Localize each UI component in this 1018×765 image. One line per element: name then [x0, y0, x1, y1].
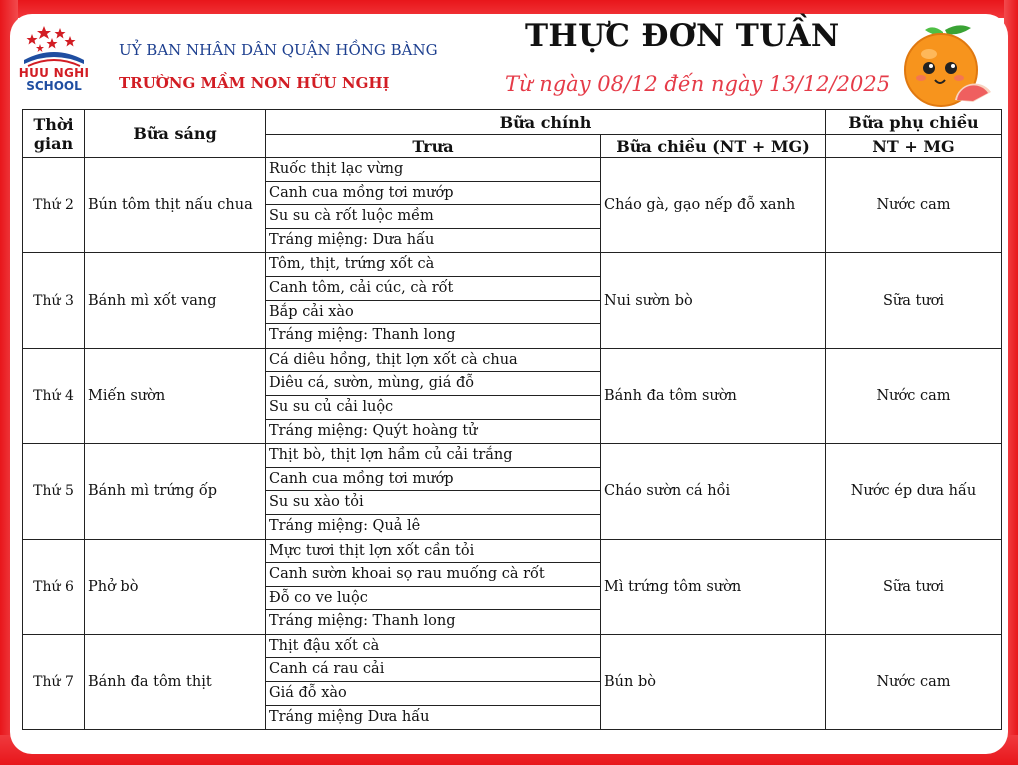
- logo-text-huu-nghi: HUU NGHI: [18, 66, 90, 80]
- table-row: [23, 634, 1002, 729]
- lunch-dish: Tráng miệng Dưa hấu: [269, 708, 430, 725]
- orange-mascot-icon: [893, 22, 993, 112]
- lunch-cell: [266, 634, 601, 729]
- lunch-dish: Tráng miệng: Thanh long: [269, 327, 456, 344]
- header-lunch: Trưa: [266, 135, 601, 158]
- lunch-dish: Giá đỗ xào: [266, 682, 600, 706]
- lunch-dish: Thịt đậu xốt cà: [266, 635, 600, 659]
- lunch-cell: [266, 444, 601, 539]
- lunch-cell: [266, 539, 601, 634]
- day-cell: Thứ 5: [23, 444, 85, 539]
- table-row: [23, 348, 1002, 443]
- lunch-dish: Cá diêu hồng, thịt lợn xốt cà chua: [266, 349, 600, 373]
- header-snack: Bữa phụ chiều: [826, 110, 1002, 135]
- org-name: UỶ BAN NHÂN DÂN QUẬN HỒNG BÀNG: [119, 41, 438, 59]
- breakfast-cell: Bánh đa tôm thịt: [85, 634, 266, 729]
- breakfast-cell: Bánh mì trứng ốp: [85, 444, 266, 539]
- lunch-cell: [266, 253, 601, 348]
- header-time-line2: gian: [33, 133, 74, 153]
- lunch-dish: Bắp cải xào: [266, 301, 600, 325]
- afternoon-cell: Cháo gà, gạo nếp đỗ xanh: [601, 158, 826, 253]
- header-time-line1: Thời: [33, 114, 74, 134]
- lunch-dish: Tráng miệng: Dưa hấu: [269, 231, 435, 248]
- afternoon-cell: Bánh đa tôm sườn: [601, 348, 826, 443]
- lunch-dish: Diêu cá, sườn, mùng, giá đỗ: [266, 372, 600, 396]
- day-cell: Thứ 2: [23, 158, 85, 253]
- lunch-dish: Thịt bò, thịt lợn hầm củ cải trắng: [266, 444, 600, 468]
- snack-cell: Sữa tươi: [826, 539, 1002, 634]
- lunch-dish: Mực tươi thịt lợn xốt cần tỏi: [266, 540, 600, 564]
- lunch-dish: Canh cá rau cải: [266, 658, 600, 682]
- menu-table: [22, 109, 1002, 730]
- lunch-dish: Su su cà rốt luộc mềm: [266, 205, 600, 229]
- lunch-dish: Tôm, thịt, trứng xốt cà: [266, 253, 600, 277]
- breakfast-cell: Bánh mì xốt vang: [85, 253, 266, 348]
- header-time: [23, 110, 85, 158]
- lunch-dish: Tráng miệng: Thanh long: [269, 613, 456, 630]
- breakfast-cell: Bún tôm thịt nấu chua: [85, 158, 266, 253]
- day-cell: Thứ 7: [23, 634, 85, 729]
- school-name: TRƯỜNG MẦM NON HỮU NGHỊ: [119, 74, 390, 92]
- snack-cell: Nước ép dưa hấu: [826, 444, 1002, 539]
- lunch-dish: Đỗ co ve luộc: [266, 587, 600, 611]
- table-row: [23, 539, 1002, 634]
- header-breakfast: Bữa sáng: [85, 110, 266, 158]
- lunch-dish: Tráng miệng: Quả lê: [269, 517, 421, 534]
- lunch-dish: Tráng miệng: Quýt hoàng tử: [269, 422, 478, 439]
- afternoon-cell: Bún bò: [601, 634, 826, 729]
- lunch-dish: Canh tôm, cải cúc, cà rốt: [266, 277, 600, 301]
- snack-cell: Sữa tươi: [826, 253, 1002, 348]
- breakfast-cell: Phở bò: [85, 539, 266, 634]
- lunch-dish: Canh cua mồng tơi mướp: [266, 182, 600, 206]
- header-main-meal: Bữa chính: [266, 110, 826, 135]
- table-row: [23, 253, 1002, 348]
- afternoon-cell: Cháo sườn cá hồi: [601, 444, 826, 539]
- table-row: [23, 158, 1002, 253]
- snack-cell: Nước cam: [826, 348, 1002, 443]
- day-cell: Thứ 4: [23, 348, 85, 443]
- lunch-dish: Ruốc thịt lạc vừng: [266, 158, 600, 182]
- day-cell: Thứ 6: [23, 539, 85, 634]
- header-afternoon: Bữa chiều (NT + MG): [601, 135, 826, 158]
- header-snack-sub: NT + MG: [826, 135, 1002, 158]
- lunch-dish: Canh sườn khoai sọ rau muống cà rốt: [266, 563, 600, 587]
- date-range: Từ ngày 08/12 đến ngày 13/12/2025: [505, 72, 891, 96]
- snack-cell: Nước cam: [826, 158, 1002, 253]
- lunch-dish: Su su xào tỏi: [266, 491, 600, 515]
- table-row: [23, 444, 1002, 539]
- afternoon-cell: Nui sườn bò: [601, 253, 826, 348]
- page-title: THỰC ĐƠN TUẦN: [525, 18, 840, 54]
- lunch-dish: Su su củ cải luộc: [266, 396, 600, 420]
- day-cell: Thứ 3: [23, 253, 85, 348]
- lunch-cell: [266, 348, 601, 443]
- breakfast-cell: Miến sườn: [85, 348, 266, 443]
- afternoon-cell: Mì trứng tôm sườn: [601, 539, 826, 634]
- logo-text-school: SCHOOL: [26, 79, 82, 93]
- lunch-cell: [266, 158, 601, 253]
- snack-cell: Nước cam: [826, 634, 1002, 729]
- lunch-dish: Canh cua mồng tơi mướp: [266, 468, 600, 492]
